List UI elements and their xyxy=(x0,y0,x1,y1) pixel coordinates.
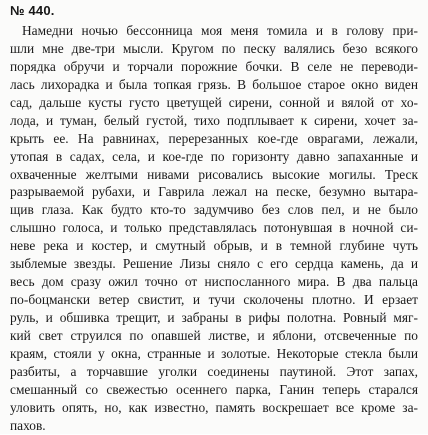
text-line: слышно голоса, и только представлялась потонувшая в ночной си- xyxy=(10,220,418,236)
text-line: порядка обручи и торчали порожние бочки. В селе не переводи- xyxy=(10,58,418,74)
text-line: лода, и туман, белый густой, тихо подплывает к сирени, хочет за- xyxy=(10,112,418,128)
text-line: охваченные желтыми нивами рисовались высокие могилы. Треск xyxy=(10,166,418,182)
text-line: краям, стояли у окна, странные и золотые. Некоторые стекла были xyxy=(10,345,418,361)
exercise-number: № 440. xyxy=(10,3,55,18)
text-line: уловить опять, но, как известно, память воскрешает все кроме за- xyxy=(10,399,418,415)
text-line: крыть ее. На равнинах, перерезанных кое-где оврагами, лежали, xyxy=(10,130,418,146)
text-line: по-боцмански ветер свистит, и тучи сколочены плотно. И ерзает xyxy=(10,292,418,308)
text-line: Намедни ночью бессонница моя меня томила и в голову при- xyxy=(22,23,418,38)
text-line: лась лихорадка и была топкая грязь. В большое старое окно виден xyxy=(10,76,418,92)
text-line: разрываемой рубахи, и Гаврила лежал на песке, безумно вытара- xyxy=(10,184,418,200)
text-line: зыблемые звезды. Решение Лизы сняло с его сердца камень, да и xyxy=(10,256,418,272)
text-line: утопая в садах, села, и кое-где по горизонту давно запаханные и xyxy=(10,148,418,164)
text-line: кий свет струился по опавшей листве, и яблони, отсвеченные по xyxy=(10,327,418,343)
text-line: сад, дальше кусты густо цветущей сирени, сонной и вялой от хо- xyxy=(10,94,418,110)
text-line: разбиты, а торчавшие уголки соединены паутиной. Этот запах, xyxy=(10,363,418,379)
text-line: щив глаза. Как будто кто-то задумчиво без слов пел, и не было xyxy=(10,202,418,218)
text-line: весь дом сразу ожил точно от ниспосланного мира. В два пальца xyxy=(10,274,418,290)
text-line: пахов. xyxy=(10,417,46,433)
text-line: шли мне две-три мысли. Кругом по песку валялись безо всякого xyxy=(10,40,418,56)
exercise-text xyxy=(10,22,418,435)
text-line: неве река и костер, и смутный обрыв, и в темной глубине чуть xyxy=(10,238,418,254)
text-line: руль, и обшивка трещит, и забраны в рифы полотна. Ровный мяг- xyxy=(10,310,418,325)
text-line: смешанный со свежестью осеннего парка, Ганин теперь старался xyxy=(10,381,418,397)
